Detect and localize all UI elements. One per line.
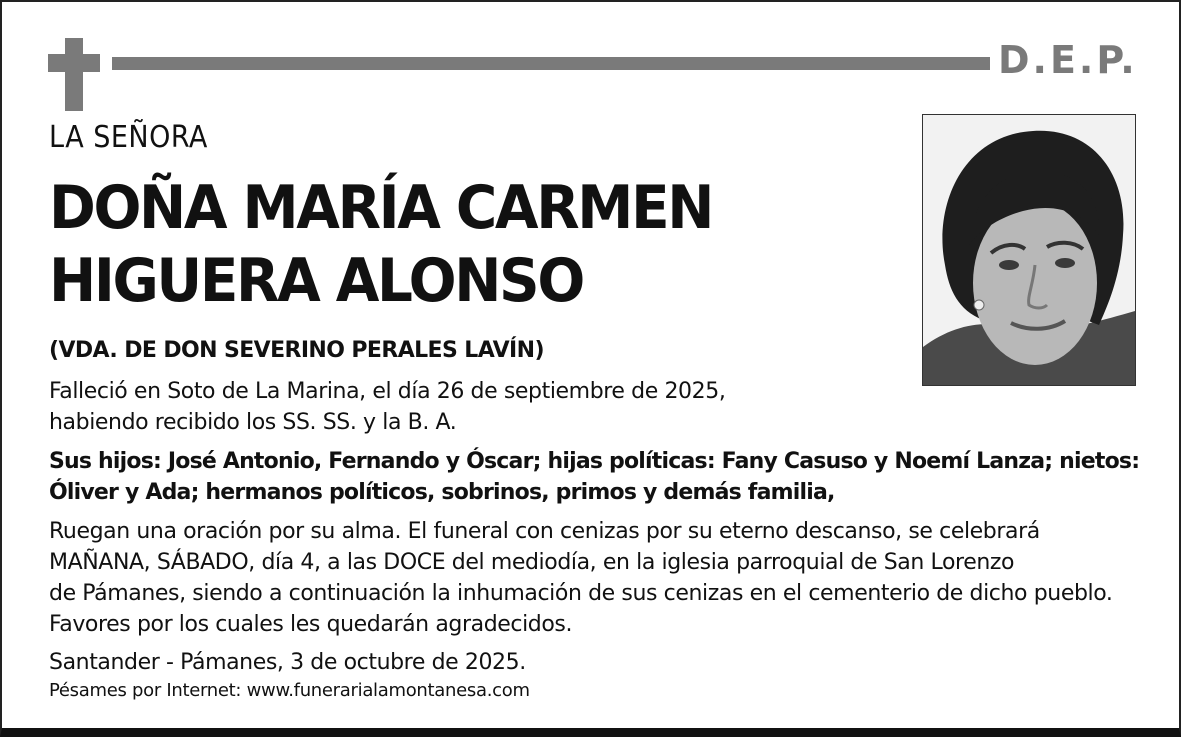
family-line: Óliver y Ada; hermanos políticos, sobrinos, primos y demás familia, <box>49 480 835 505</box>
death-line: habiendo recibido los SS. SS. y la B. A. <box>49 410 457 435</box>
request-line: Favores por los cuales les quedarán agradecidos. <box>49 612 573 637</box>
widow-of: (VDA. DE DON SEVERINO PERALES LAVÍN) <box>49 338 544 363</box>
dep-label: D.E.P. <box>998 38 1138 82</box>
name-line-1: DOÑA MARÍA CARMEN <box>49 173 713 243</box>
death-paragraph <box>49 376 725 438</box>
family-paragraph <box>49 446 1139 508</box>
place-date: Santander - Pámanes, 3 de octubre de 2025. <box>49 650 526 675</box>
portrait-illustration <box>923 115 1135 385</box>
death-line: Falleció en Soto de La Marina, el día 26 de septiembre de 2025, <box>49 379 726 404</box>
header-rule <box>112 57 990 70</box>
cross-icon <box>65 38 83 111</box>
request-line: Ruegan una oración por su alma. El funeral con cenizas por su eterno descanso, se celebrará <box>49 519 1040 544</box>
condolences-link: Pésames por Internet: www.funerarialamontanesa.com <box>49 680 530 701</box>
family-line: Sus hijos: José Antonio, Fernando y Óscar; hijas políticas: Fany Casuso y Noemí Lanza; nietos: <box>49 449 1140 474</box>
portrait-photo <box>922 114 1136 386</box>
request-line: de Pámanes, siendo a continuación la inhumación de sus cenizas en el cementerio de dicho pueblo. <box>49 581 1113 606</box>
request-paragraph <box>49 516 1113 640</box>
deceased-name <box>49 172 712 318</box>
request-line: MAÑANA, SÁBADO, día 4, a las DOCE del mediodía, en la iglesia parroquial de San Lorenzo <box>49 550 1015 575</box>
honorific: LA SEÑORA <box>49 120 208 155</box>
name-line-2: HIGUERA ALONSO <box>49 246 583 316</box>
cross-icon-bar <box>48 54 100 72</box>
